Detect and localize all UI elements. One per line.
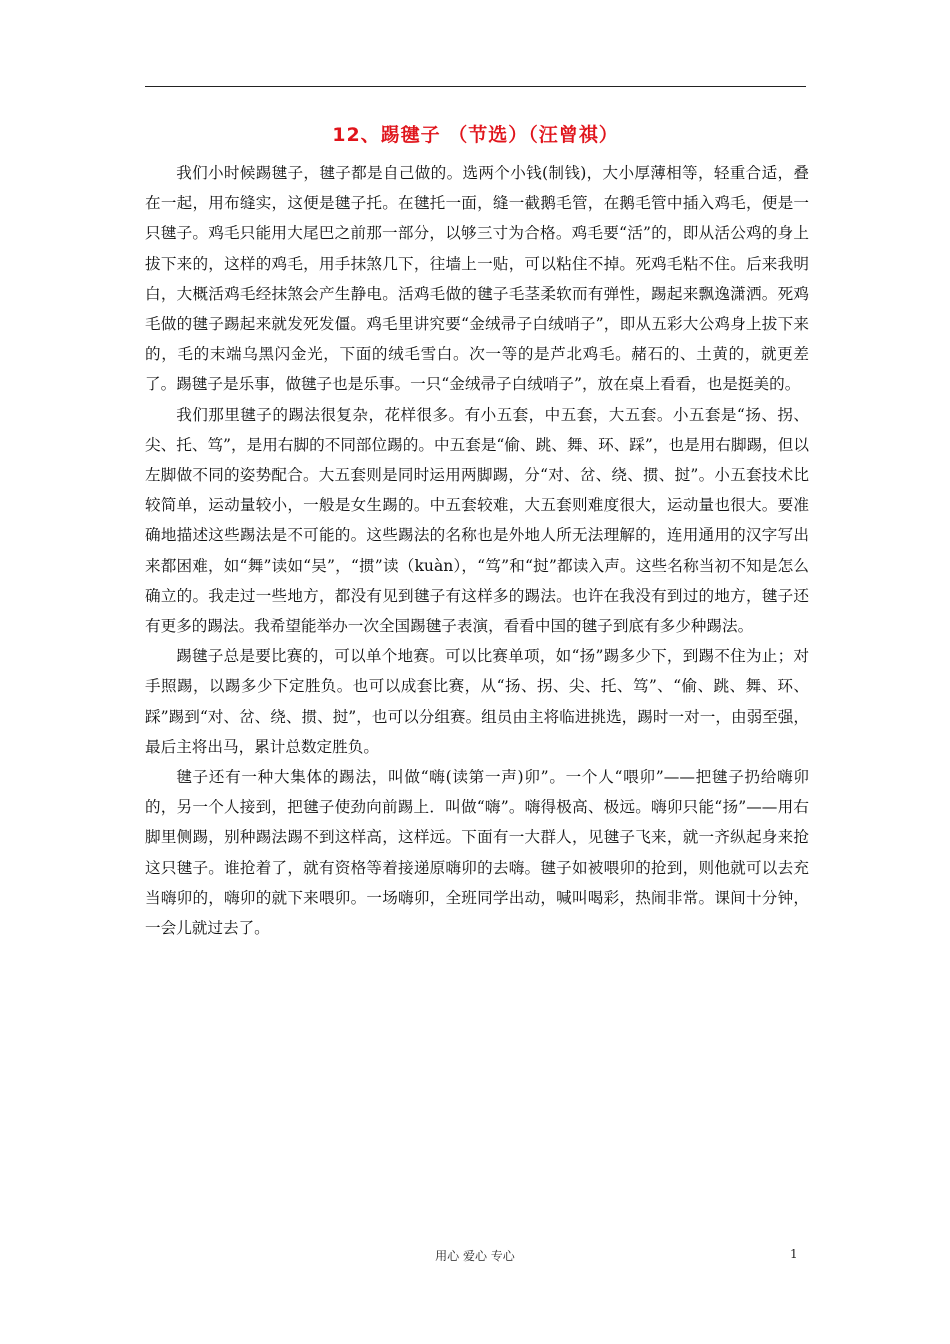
paragraph-1: 我们小时候踢毽子，毽子都是自己做的。选两个小钱(制钱)，大小厚薄相等，轻重合适，叠在一起，用布缝实，这便是毽子托。在毽托一面，缝一截鹅毛管，在鹅毛管中插入鸡毛，便是一只毽子。鸡毛只能用大尾巴之前那一部分，以够三寸为合格。鸡毛要“活”的，即从活公鸡的身上拔下来的，这样的鸡毛，用手抹煞几下，往墙上一贴，可以粘住不掉。死鸡毛粘不住。后来我明白，大概活鸡毛经抹煞会产生静电。活鸡毛做的毽子毛茎柔软而有弹性，踢起来飘逸潇洒。死鸡毛做的毽子踢起来就发死发僵。鸡毛里讲究要“金绒帚子白绒哨子”，即从五彩大公鸡身上拔下来的，毛的末端乌黑闪金光，下面的绒毛雪白。次一等的是芦北鸡毛。赭石的、土黄的，就更差了。踢毽子是乐事，做毽子也是乐事。一只“金绒帚子白绒哨子”，放在桌上看看，也是挺美的。 [145, 164, 809, 394]
page-number: 1 [790, 1247, 798, 1261]
document-title: 12、踢毽子 （节选）（汪曾祺） [332, 124, 619, 146]
header-rule [145, 86, 806, 87]
paragraph-4: 毽子还有一种大集体的踢法，叫做“嗨(读第一声)卯”。一个人“喂卯”——把毽子扔给嗨卯的，另一个人接到，把毽子使劲向前踢上．叫做“嗨”。嗨得极高、极远。嗨卯只能“扬”——用右脚里侧踢，别种踢法踢不到这样高，这样远。下面有一大群人，见毽子飞来，就一齐纵起身来抢这只毽子。谁抢着了，就有资格等着接递原嗨卯的去嗨。毽子如被喂卯的抢到，则他就可以去充当嗨卯的，嗨卯的就下来喂卯。一场嗨卯，全班同学出动，喊叫喝彩，热闹非常。课间十分钟，一会儿就过去了。 [145, 768, 809, 938]
article-body [145, 158, 809, 943]
paragraph-3: 踢毽子总是要比赛的，可以单个地赛。可以比赛单项，如“扬”踢多少下，到踢不住为止；对手照踢，以踢多少下定胜负。也可以成套比赛，从“扬、拐、尖、托、笃”、“偷、跳、舞、环、踩”踢到“对、岔、绕、掼、挝”，也可以分组赛。组员由主将临进挑选，踢时一对一，由弱至强，最后主将出马，累计总数定胜负。 [145, 647, 809, 756]
paragraph-2: 我们那里毽子的踢法很复杂，花样很多。有小五套，中五套，大五套。小五套是“扬、拐、尖、托、笃”，是用右脚的不同部位踢的。中五套是“偷、跳、舞、环、踩”，也是用右脚踢，但以左脚做不同的姿势配合。大五套则是同时运用两脚踢，分“对、岔、绕、掼、挝”。小五套技术比较简单，运动量较小，一般是女生踢的。中五套较难，大五套则难度很大，运动量也很大。要准确地描述这些踢法是不可能的。这些踢法的名称也是外地人所无法理解的，连用通用的汉字写出来都困难，如“舞”读如“吴”，“掼”读（kuàn），“笃”和“挝”都读入声。这些名称当初不知是怎么确立的。我走过一些地方，都没有见到毽子有这样多的踢法。也许在我没有到过的地方，毽子还有更多的踢法。我希望能举办一次全国踢毽子表演，看看中国的毽子到底有多少种踢法。 [145, 405, 809, 636]
footer-slogan: 用心 爱心 专心 [435, 1249, 515, 1263]
